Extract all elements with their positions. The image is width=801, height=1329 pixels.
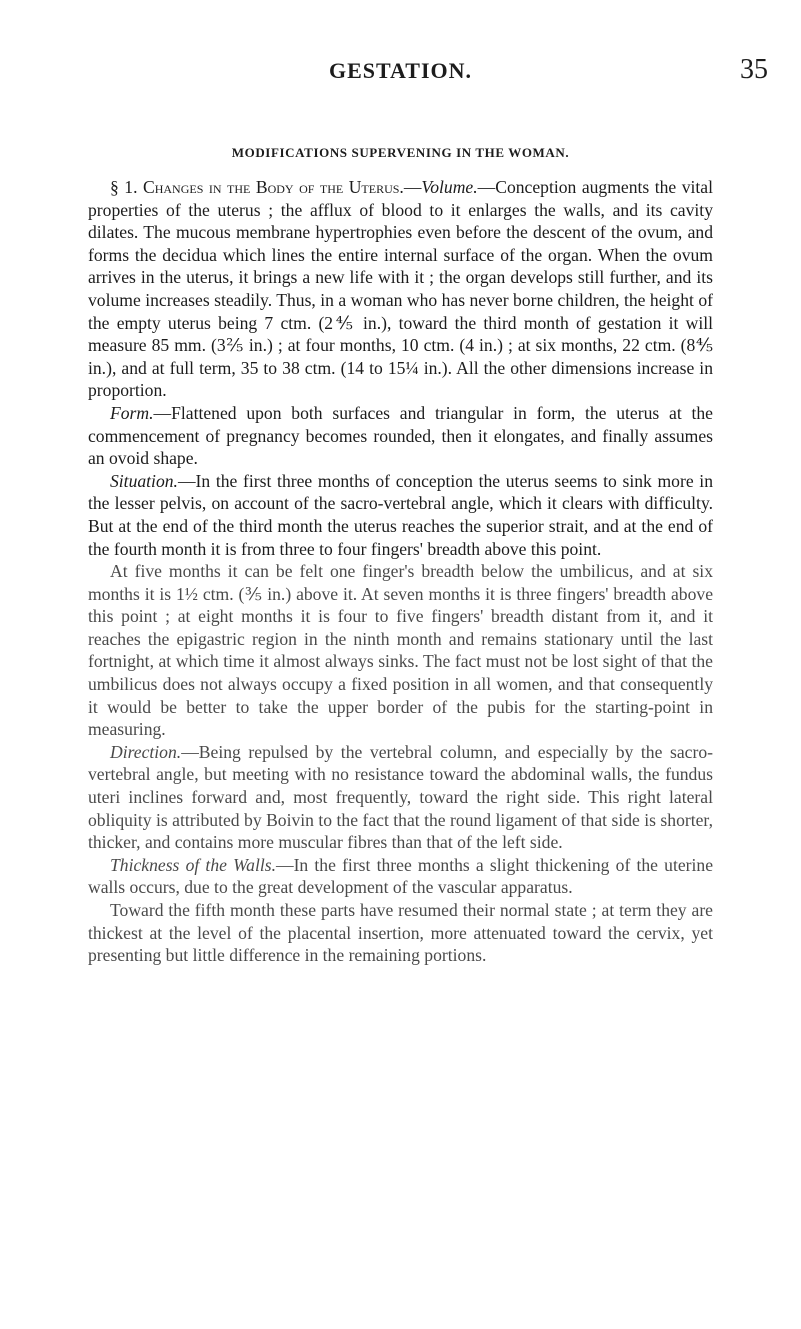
paragraph-text: —Being repulsed by the vertebral column, and especially by the sacro-vertebral angle, but meeting with no resistance toward the abdominal walls, the fundus uteri inclines forward and, most frequently, toward the right side. This right lateral obliquity is attributed by Boivin to the fact that the round ligament of that side is shorter, thicker, and contains more muscular fibres than that of the left side. (88, 741, 713, 853)
section-number: § 1. (110, 177, 138, 197)
paragraph-months (88, 560, 713, 741)
paragraph-title: Changes in the Body of the Uterus. (142, 177, 404, 197)
paragraph-volume: § 1. Changes in the Body of the Uterus.—Volume.—Conception augments the vital properties of the uterus ; the afflux of blood to it enlarges the walls, and its cavity dilates. The mucous membrane hypertrophies even before the descent of the ovum, and forms the decidua which lines the entire internal surface of the organ. When the ovum arrives in the uterus, it brings a new life with it ; the organ develops still further, and its volume increases steadily. Thus, in a woman who has never borne children, the height of the empty uterus being 7 ctm. (2⅘ in.), toward the third month of gestation it will measure 85 mm. (3⅖ in.) ; at four months, 10 ctm. (4 in.) ; at six months, 22 ctm. (8⅘ in.), and at full term, 35 to 38 ctm. (14 to 15¼ in.). All the other dimensions increase in proportion. (88, 177, 713, 401)
paragraph-text: —Conception augments the vital properties of the uterus ; the afflux of blood to it enlarges the walls, and its cavity dilates. The mucous membrane hypertrophies even before the descent of the ovum, and forms the decidua which lines the entire internal surface of the organ. When the ovum arrives in the uterus, it brings a new life with it ; the organ develops still further, and its volume increases steadily. Thus, in a woman who has never borne children, the height of the empty uterus being 7 ctm. (2⅘ in.), toward the third month of gestation it will measure 85 mm. (3⅖ in.) ; at four months, 10 ctm. (4 in.) ; at six months, 22 ctm. (8⅘ in.), and at full term, 35 to 38 ctm. (14 to 15¼ in.). All the other dimensions increase in proportion. (88, 177, 713, 401)
running-title: GESTATION. (328, 58, 473, 83)
body-text (88, 176, 713, 967)
paragraph-text: Toward the fifth month these parts have resumed their normal state ; at term they are thickest at the level of the placental insertion, more attenuated toward the cervix, yet presenting but little difference in the remaining portions. (88, 900, 713, 966)
paragraph-text: —Flattened upon both surfaces and triangular in form, the uterus at the commencement of pregnancy becomes rounded, then it elongates, and finally assumes an ovoid shape. (88, 402, 713, 469)
paragraph-subtitle: Form. (110, 402, 154, 423)
paragraph-text: At five months it can be felt one finger's breadth below the umbilicus, and at six months it is 1½ ctm. (⅗ in.) above it. At seven months it is three fingers' breadth above this point ; at eight months it is four to five fingers' breadth distant from it, and it reaches the epigastric region in the ninth month and remains stationary until the last fortnight, at which time it almost always sinks. The fact must not be lost sight of that the umbilicus does not always occupy a fixed position in all women, and that consequently it would be better to take the upper border of the pubis for the starting-point in measuring. (88, 561, 713, 740)
paragraph-direction (88, 741, 713, 854)
paragraph-situation (88, 470, 713, 560)
paragraph-form (88, 402, 713, 470)
paragraph-fifth-month (88, 899, 713, 967)
paragraph-subtitle: Situation. (110, 470, 178, 491)
paragraph-thickness (88, 854, 713, 899)
paragraph-text: —In the first three months of conception the uterus seems to sink more in the lesser pelvis, on account of the sacro-vertebral angle, which it clears with difficulty. But at the end of the third month the uterus reaches the superior strait, and at the end of the fourth month it is from three to four fingers' breadth above this point. (88, 470, 713, 559)
page-number: 35 (740, 54, 768, 85)
paragraph-subtitle: Direction. (110, 741, 182, 762)
paragraph-subtitle: Volume. (421, 177, 478, 197)
section-heading: MODIFICATIONS SUPERVENING IN THE WOMAN. (231, 145, 570, 160)
paragraph-subtitle: Thickness of the Walls. (110, 854, 276, 875)
paragraph-text: —In the first three months a slight thickening of the uterine walls occurs, due to the great development of the vascular apparatus. (88, 854, 713, 898)
